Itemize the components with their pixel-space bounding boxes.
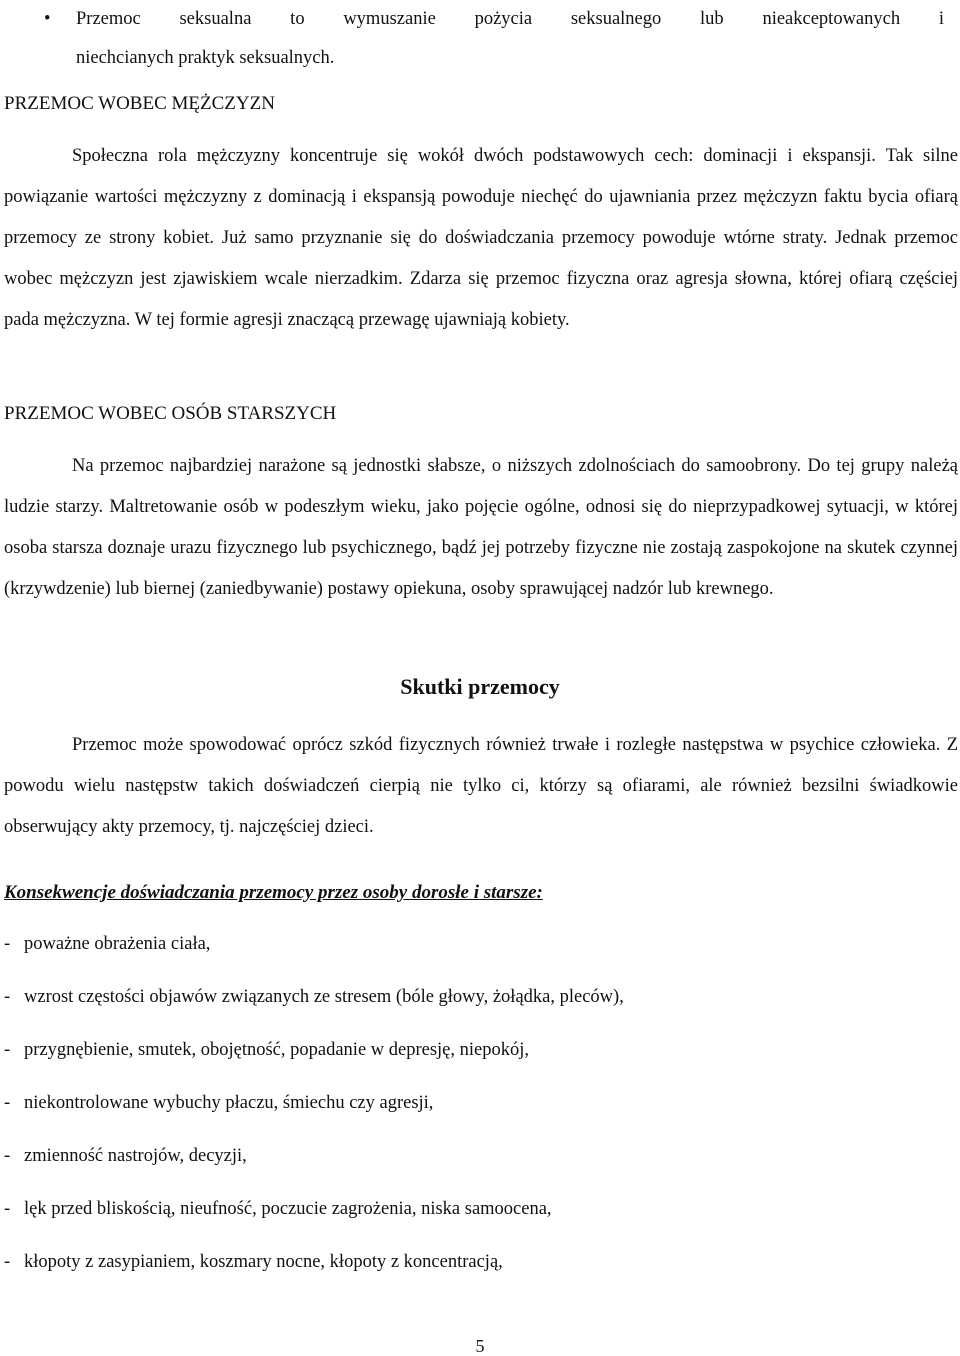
list-item-text: kłopoty z zasypianiem, koszmary nocne, kłopoty z koncentracją,: [24, 1252, 503, 1272]
paragraph-violence-against-elderly: [4, 446, 958, 610]
heading-violence-against-elderly: PRZEMOC WOBEC OSÓB STARSZYCH: [4, 403, 337, 424]
list-item-text: niekontrolowane wybuchy płaczu, śmiechu czy agresji,: [24, 1093, 434, 1113]
paragraph-text: Społeczna rola mężczyzny koncentruje się wokół dwóch podstawowych cech: dominacji i ekspansji. Tak silne powiązanie wartości mężczyzny z dominacją i ekspansją powoduje niechęć do ujawniania przez mężczyzn faktu bycia ofiarą przemocy ze strony kobiet. Już samo przyznanie się do doświadczania przemocy powoduje wtórne straty. Jednak przemoc wobec mężczyzn jest zjawiskiem wcale nierzadkim. Zdarza się przemoc fizyczna oraz agresja słowna, której ofiarą częściej pada mężczyzna. W tej formie agresji znaczącą przewagę ujawniają kobiety.: [4, 146, 958, 330]
list-item: [4, 1087, 624, 1140]
list-item: [4, 928, 624, 981]
paragraph-text: Przemoc może spowodować oprócz szkód fizycznych również trwałe i rozległe następstwa w psychice człowieka. Z powodu wielu następstw takich doświadczeń cierpią nie tylko ci, którzy są ofiarami, ale również bezsilni świadkowie obserwujący akty przemocy, tj. najczęściej dzieci.: [4, 735, 958, 837]
dash-marker: -: [4, 1040, 11, 1060]
list-item-text: wzrost częstości objawów związanych ze stresem (bóle głowy, żołądka, pleców),: [24, 987, 624, 1007]
list-item-text: lęk przed bliskością, nieufność, poczucie zagrożenia, niska samoocena,: [24, 1199, 552, 1219]
dash-marker: -: [4, 987, 11, 1007]
list-item: [4, 1246, 624, 1299]
consequences-list: [4, 928, 624, 1299]
list-item: [4, 1193, 624, 1246]
paragraph-violence-against-men: [4, 136, 958, 341]
list-item-text: przygnębienie, smutek, obojętność, popadanie w depresję, niepokój,: [24, 1040, 530, 1060]
dash-marker: -: [4, 934, 11, 954]
bullet-marker: •: [44, 9, 51, 29]
list-item: [4, 981, 624, 1034]
list-item: [4, 1140, 624, 1193]
bullet-text-line-2: niechcianych praktyk seksualnych.: [76, 48, 335, 68]
paragraph-effects-of-violence: [4, 725, 958, 848]
page-number: 5: [475, 1336, 485, 1356]
bullet-list-item: [44, 0, 944, 78]
paragraph-text: Na przemoc najbardziej narażone są jednostki słabsze, o niższych zdolnościach do samoobrony. Do tej grupy należą ludzie starzy. Maltretowanie osób w podeszłym wieku, jako pojęcie ogólne, odnosi się do nieprzypadkowej sytuacji, w której osoba starsza doznaje urazu fizycznego lub psychicznego, bądź jej potrzeby fizyczne nie zostają zaspokojone na skutek czynnej (krzywdzenie) lub biernej (zaniedbywanie) postawy opiekuna, osoby sprawującej nadzór lub krewnego.: [4, 456, 958, 599]
dash-marker: -: [4, 1146, 11, 1166]
dash-marker: -: [4, 1199, 11, 1219]
dash-marker: -: [4, 1252, 11, 1272]
heading-consequences: Konsekwencje doświadczania przemocy przez osoby dorosłe i starsze:: [4, 882, 543, 903]
heading-violence-against-men: PRZEMOC WOBEC MĘŻCZYZN: [4, 93, 275, 114]
dash-marker: -: [4, 1093, 11, 1113]
list-item-text: zmienność nastrojów, decyzji,: [24, 1146, 247, 1166]
bullet-text-line-1: Przemoc seksualna to wymuszanie pożycia seksualnego lub nieakceptowanych i: [76, 9, 944, 29]
heading-effects-of-violence: Skutki przemocy: [400, 674, 560, 699]
list-item-text: poważne obrażenia ciała,: [24, 934, 211, 954]
list-item: [4, 1034, 624, 1087]
